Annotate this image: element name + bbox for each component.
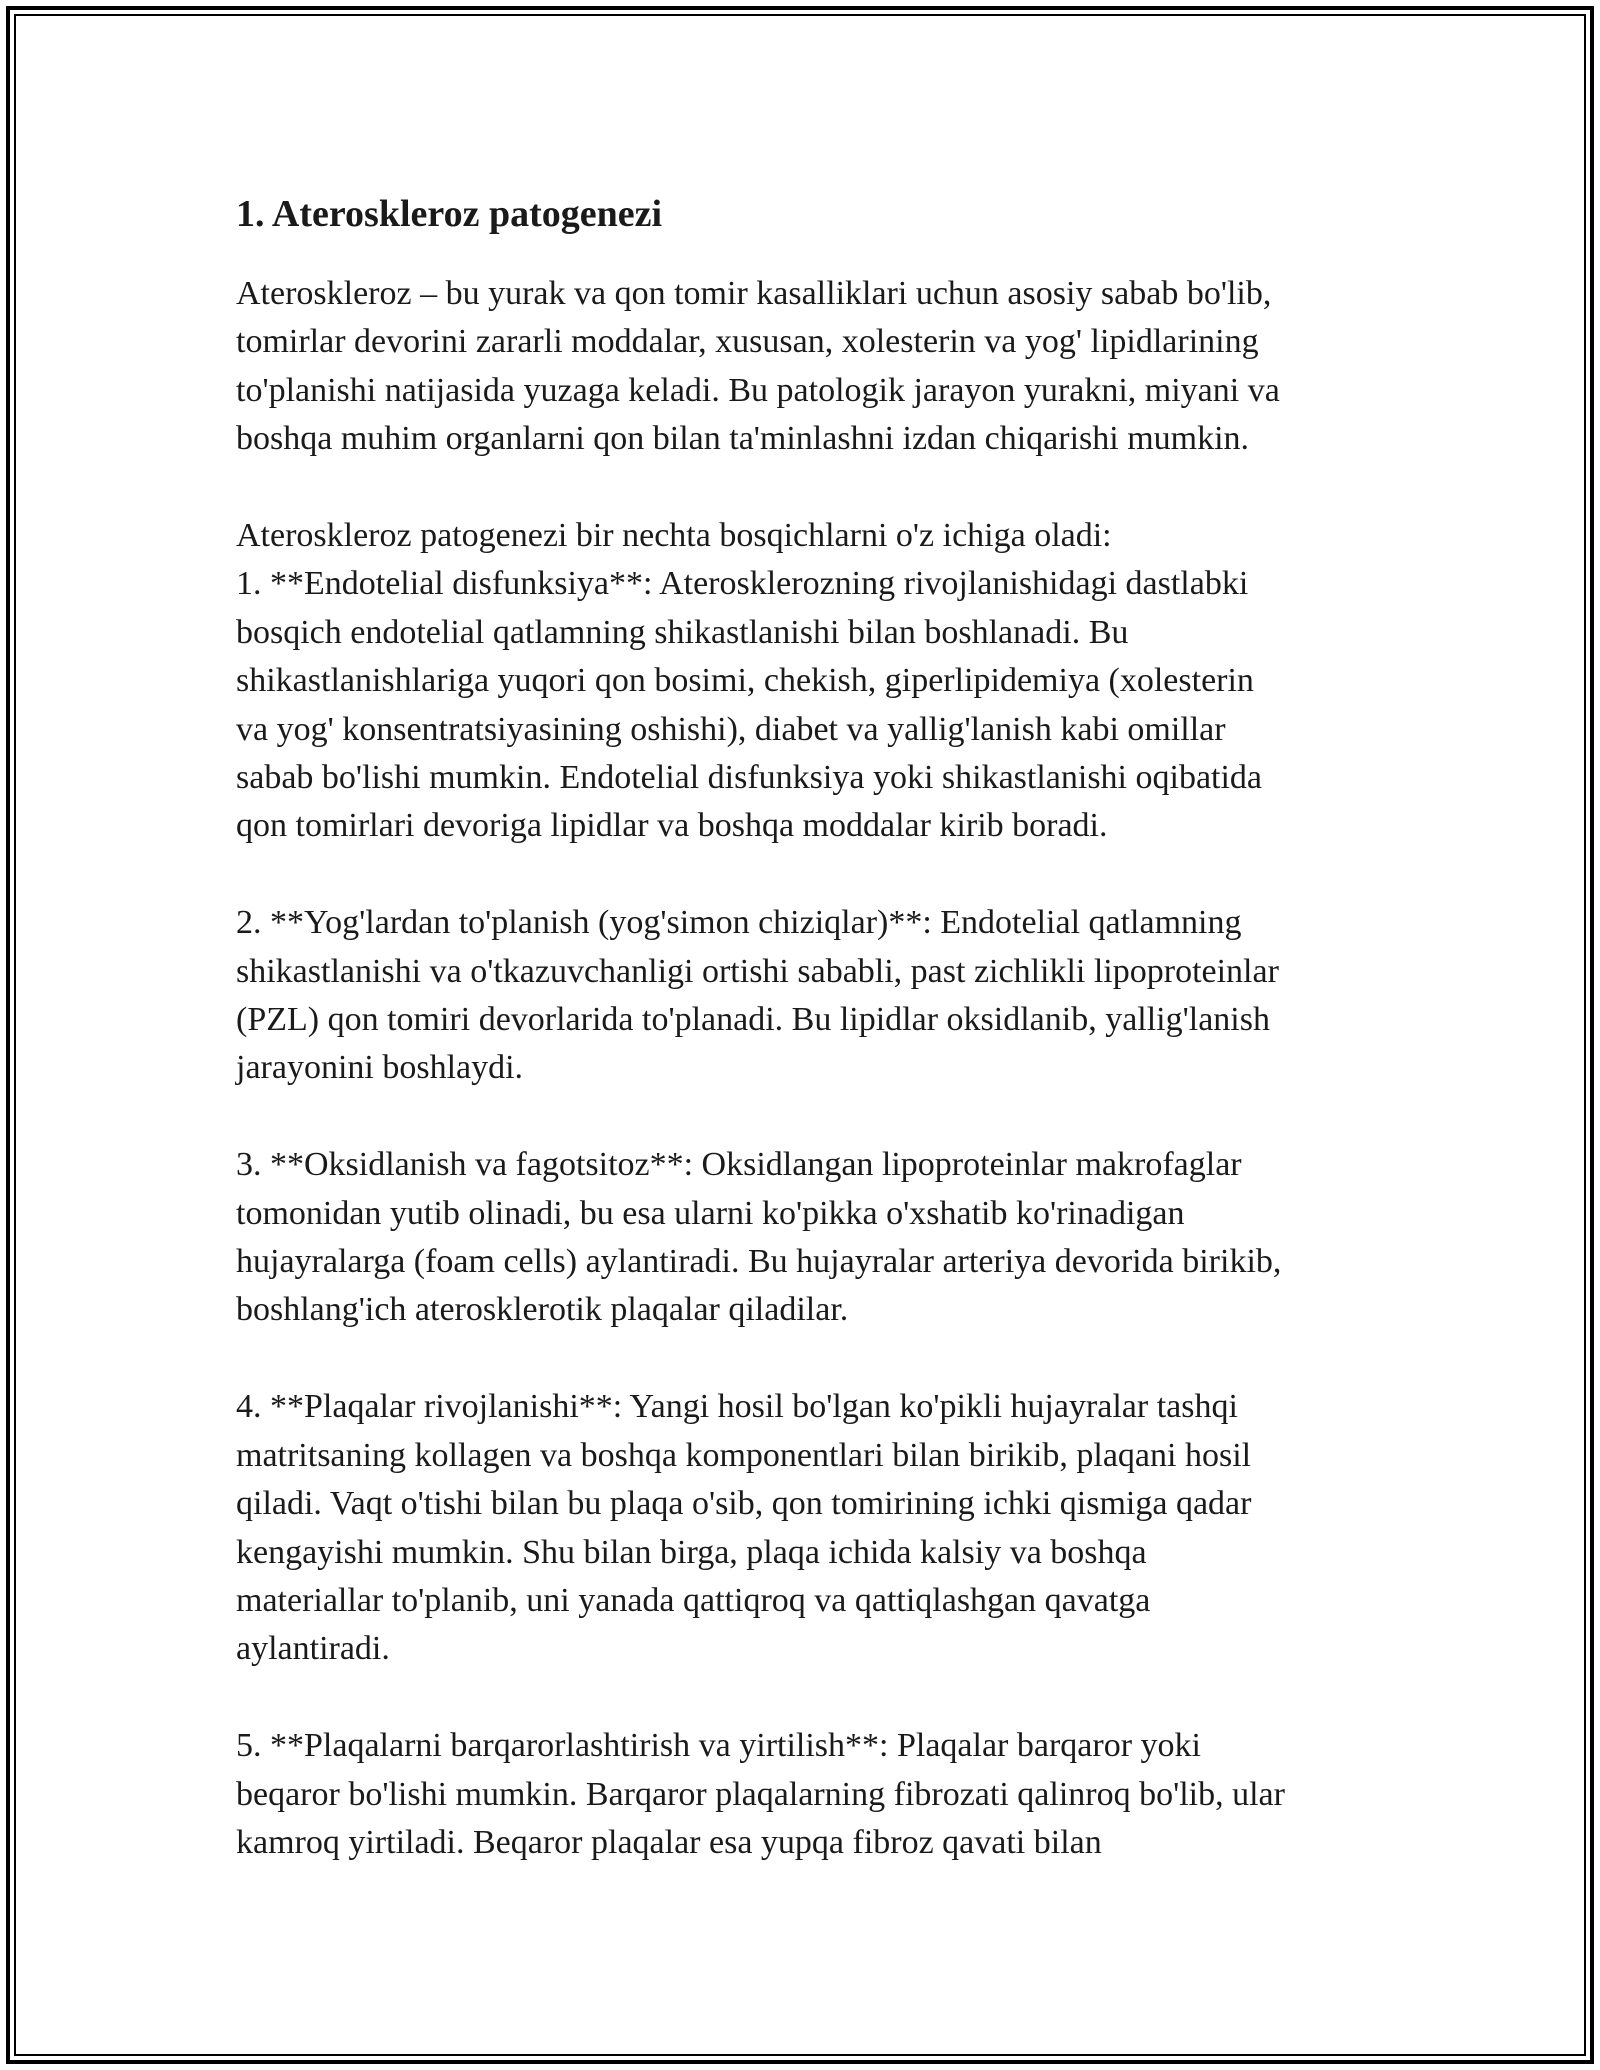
stages-intro-line: Ateroskleroz patogenezi bir nechta bosqichlarni o'z ichiga oladi: xyxy=(236,517,1112,555)
document-body xyxy=(236,186,1386,1867)
stage-5-paragraph: 5. **Plaqalarni barqarorlashtirish va yirtilish**: Plaqalar barqaror yoki beqaror bo'lishi mumkin. Barqaror plaqalarning fibrozati qalinroq bo'lib, ular kamroq yirtiladi. Beqaror plaqalar esa yupqa fibroz qavati bilan xyxy=(236,1727,1285,1861)
stage-1-paragraph: 1. **Endotelial disfunksiya**: Aterosklerozning rivojlanishidagi dastlabki bosqich endotelial qatlamning shikastlanishi bilan boshlanadi. Bu shikastlanishlariga yuqori qon bosimi, chekish, giperlipidemiya (xolesterin va yog' konsentratsiyasining oshishi), diabet va yallig'lanish kabi omillar sabab bo'lishi mumkin. Endotelial disfunksiya yoki shikastlanishi oqibatida qon tomirlari devoriga lipidlar va boshqa moddalar kirib boradi. xyxy=(236,565,1263,845)
paragraph-spacer xyxy=(236,851,1386,899)
stage-2-paragraph: 2. **Yog'lardan to'planish (yog'simon chiziqlar)**: Endotelial qatlamning shikastlanishi va o'tkazuvchanligi ortishi sababli, past zichlikli lipoproteinlar (PZL) qon tomiri devorlarida to'planadi. Bu lipidlar oksidlanib, yallig'lanish jarayonini boshlaydi. xyxy=(236,904,1279,1087)
paragraph-spacer xyxy=(236,1674,1386,1722)
paragraph-spacer xyxy=(236,464,1386,512)
section-heading: 1. Ateroskleroz patogenezi xyxy=(236,193,663,235)
paragraph-spacer xyxy=(236,1335,1386,1383)
intro-paragraph: Ateroskleroz – bu yurak va qon tomir kasalliklari uchun asosiy sabab bo'lib, tomirlar devorini zararli moddalar, xususan, xolesterin va yog' lipidlarining to'planishi natijasida yuzaga keladi. Bu patologik jarayon yurakni, miyani va boshqa muhim organlarni qon bilan ta'minlashni izdan chiqarishi mumkin. xyxy=(236,275,1280,458)
paragraph-spacer xyxy=(236,1093,1386,1141)
stage-3-paragraph: 3. **Oksidlanish va fagotsitoz**: Oksidlangan lipoproteinlar makrofaglar tomonidan yutib olinadi, bu esa ularni ko'pikka o'xshatib ko'rinadigan hujayralarga (foam cells) aylantiradi. Bu hujayralar arteriya devorida birikib, boshlang'ich aterosklerotik plaqalar qiladilar. xyxy=(236,1146,1282,1329)
stage-4-paragraph: 4. **Plaqalar rivojlanishi**: Yangi hosil bo'lgan ko'pikli hujayralar tashqi matritsaning kollagen va boshqa komponentlari bilan birikib, plaqani hosil qiladi. Vaqt o'tishi bilan bu plaqa o'sib, qon tomirining ichki qismiga qadar kengayishi mumkin. Shu bilan birga, plaqa ichida kalsiy va boshqa materiallar to'planib, uni yanada qattiqroq va qattiqlashgan qavatga aylantiradi. xyxy=(236,1388,1252,1668)
